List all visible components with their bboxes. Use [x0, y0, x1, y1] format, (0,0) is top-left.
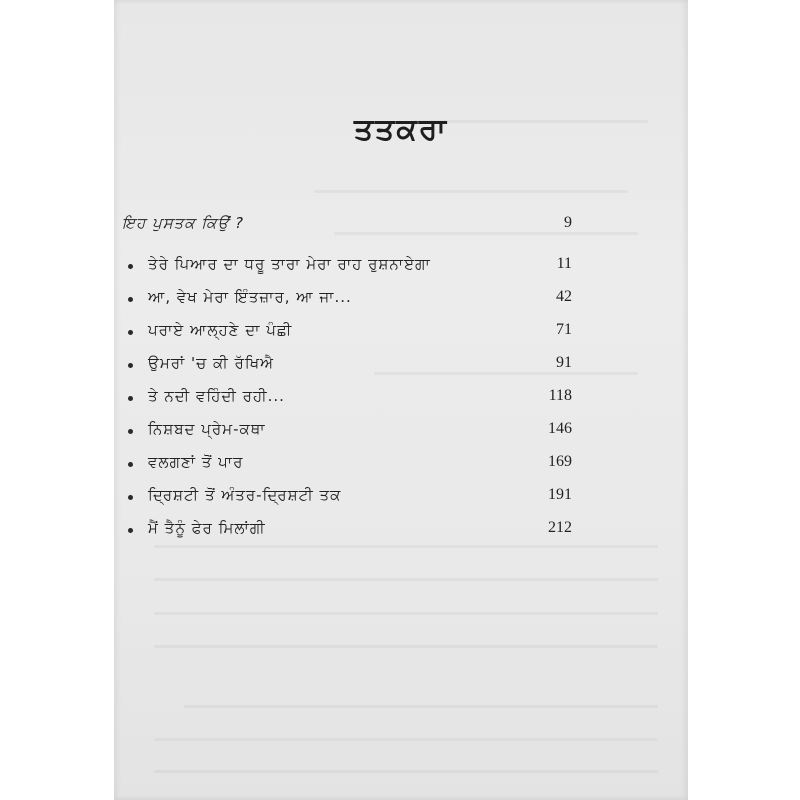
- toc-entry-label: ਆ, ਵੇਖ ਮੇਰਾ ਇੰਤਜ਼ਾਰ, ਆ ਜਾ...: [148, 288, 352, 306]
- toc-entry-label: ਦ੍ਰਿਸ਼ਟੀ ਤੋਂ ਅੰਤਰ-ਦ੍ਰਿਸ਼ਟੀ ਤਕ: [148, 486, 342, 504]
- toc-entry-label: ਪਰਾਏ ਆਲ੍ਹਣੇ ਦਾ ਪੰਛੀ: [148, 321, 293, 339]
- toc-entry-page: 42: [556, 288, 572, 305]
- toc-entry-page: 11: [556, 255, 572, 272]
- bullet-icon: [128, 330, 133, 335]
- toc-entry-page: 212: [548, 519, 572, 536]
- bullet-icon: [128, 495, 133, 500]
- toc-entry-label: ਇਹ ਪੁਸਤਕ ਕਿਉਂ ?: [122, 214, 244, 232]
- toc-entry[interactable]: [114, 450, 688, 480]
- toc-entry-page: 169: [548, 453, 572, 470]
- toc-entry-page: 71: [556, 321, 572, 338]
- toc-entry[interactable]: [114, 516, 688, 546]
- toc-entry[interactable]: [114, 285, 688, 315]
- bullet-icon: [128, 462, 133, 467]
- toc-entry[interactable]: [114, 318, 688, 348]
- toc-entry-label: ਮੈਂ ਤੈਨੂੰ ਫੇਰ ਮਿਲਾਂਗੀ: [148, 519, 266, 537]
- toc-entry-page: 146: [548, 420, 572, 437]
- table-of-contents: [114, 0, 688, 800]
- bullet-icon: [128, 363, 133, 368]
- toc-entry-page: 191: [548, 486, 572, 503]
- toc-heading: ਤਤਕਰਾ: [353, 112, 449, 147]
- bullet-icon: [128, 264, 133, 269]
- toc-entry-page: 9: [564, 214, 572, 231]
- toc-entry[interactable]: [114, 384, 688, 414]
- toc-entry[interactable]: [114, 417, 688, 447]
- bullet-icon: [128, 396, 133, 401]
- book-page: [114, 0, 688, 800]
- bullet-icon: [128, 528, 133, 533]
- bullet-icon: [128, 429, 133, 434]
- toc-entry[interactable]: [114, 483, 688, 513]
- toc-entry[interactable]: [114, 252, 688, 282]
- toc-entry-label: ਨਿਸ਼ਬਦ ਪ੍ਰੇਮ-ਕਥਾ: [148, 420, 266, 438]
- toc-entry-label: ਤੇਰੇ ਪਿਆਰ ਦਾ ਧਰੂ ਤਾਰਾ ਮੇਰਾ ਰਾਹ ਰੁਸ਼ਨਾਏਗਾ: [148, 255, 431, 273]
- toc-entry-intro[interactable]: [114, 211, 688, 241]
- toc-entry-label: ਉਮਰਾਂ 'ਚ ਕੀ ਰੱਖਿਐ: [148, 354, 275, 372]
- toc-entry[interactable]: [114, 351, 688, 381]
- toc-entry-page: 91: [556, 354, 572, 371]
- bullet-icon: [128, 297, 133, 302]
- toc-entry-label: ਤੇ ਨਦੀ ਵਹਿੰਦੀ ਰਹੀ...: [148, 387, 285, 405]
- toc-entry-label: ਵਲਗਣਾਂ ਤੋਂ ਪਾਰ: [148, 453, 244, 471]
- toc-entry-page: 118: [548, 387, 572, 404]
